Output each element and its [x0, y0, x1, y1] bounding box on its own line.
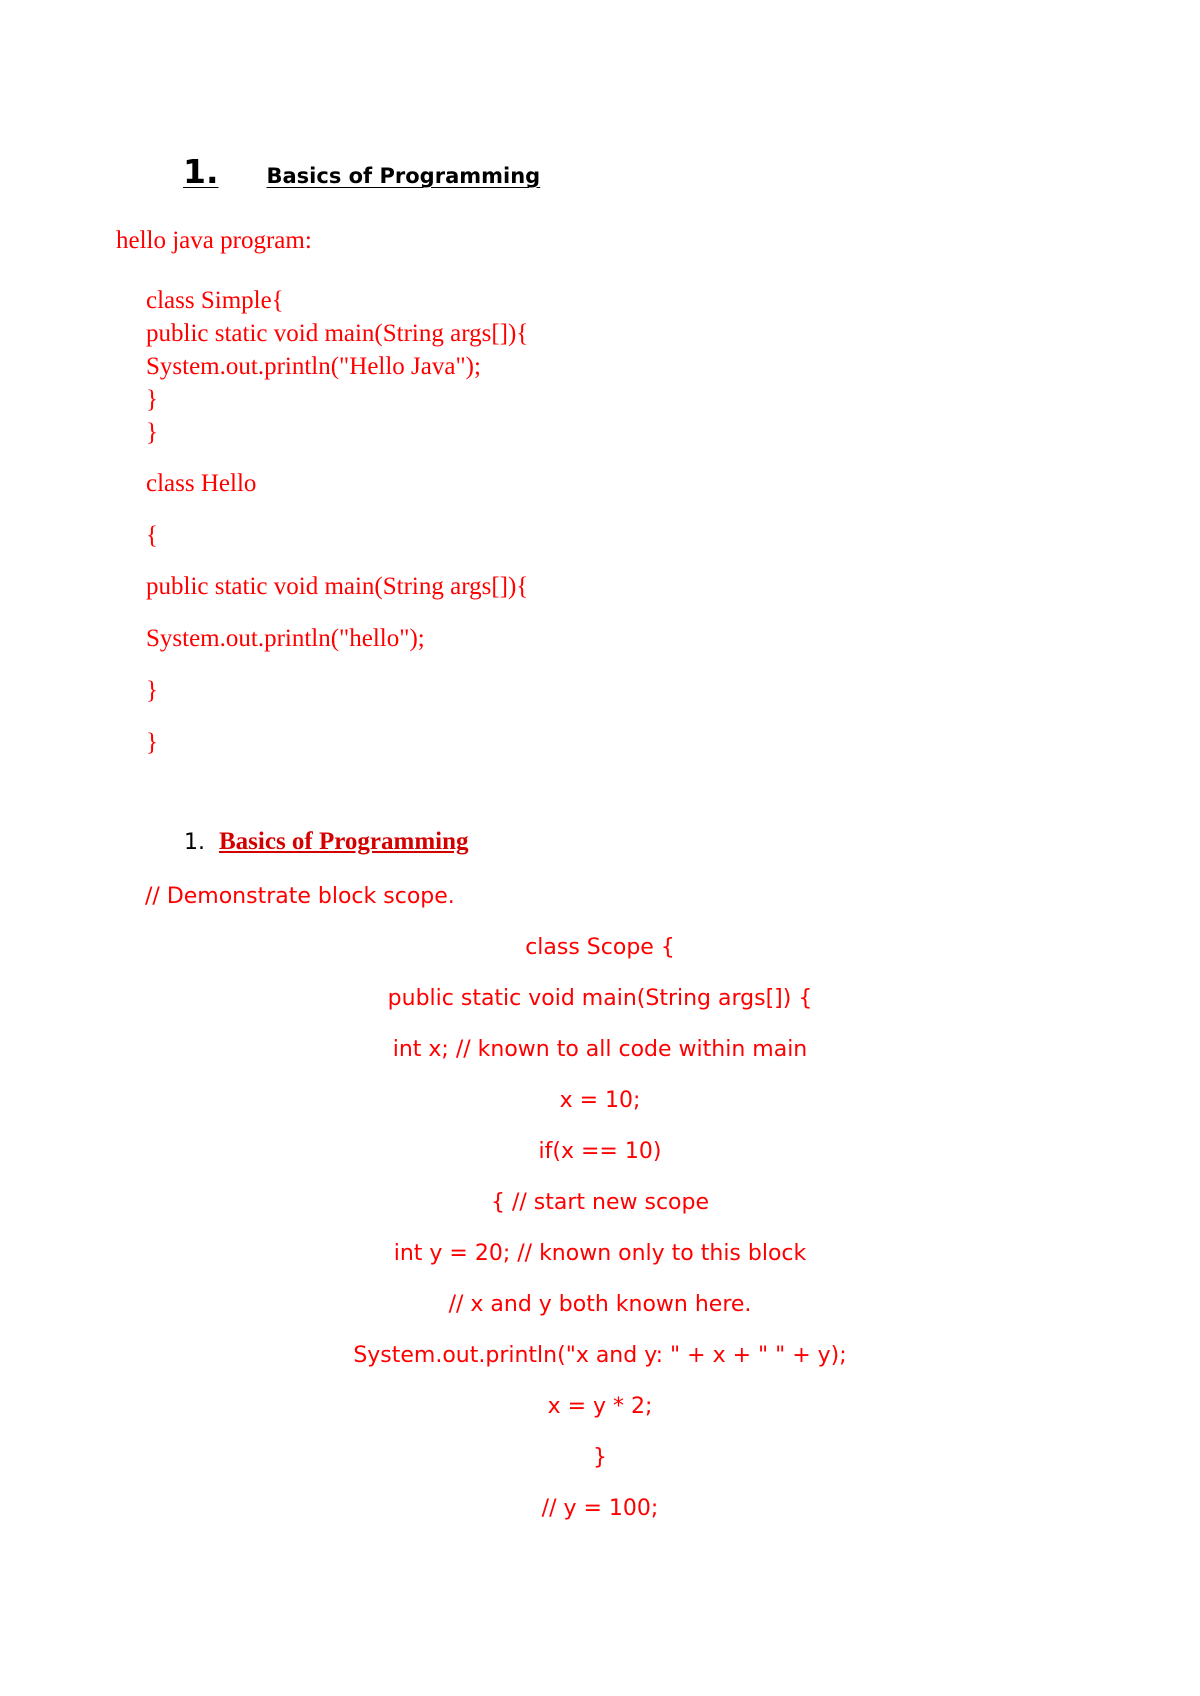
code-line: } [146, 419, 158, 446]
intro-text: hello java program: [116, 227, 312, 254]
code-line: { [146, 522, 158, 549]
code-comment: // Demonstrate block scope. [145, 884, 455, 909]
heading-number: 1. [183, 152, 219, 191]
code-line: System.out.println("Hello Java"); [146, 353, 481, 380]
code-line: class Simple{ [146, 287, 284, 314]
code-line: } [146, 386, 158, 413]
code-line: System.out.println("x and y: " + x + " " + y); [353, 1343, 847, 1368]
section-heading-1 [183, 152, 540, 191]
code-line: } [593, 1445, 607, 1470]
section-heading-2 [184, 828, 469, 856]
code-line: public static void main(String args[]){ [146, 320, 529, 347]
heading-number: 1. [184, 830, 205, 855]
code-line: x = 10; [559, 1088, 641, 1113]
code-line: } [146, 677, 158, 704]
code-line: public static void main(String args[]){ [146, 573, 529, 600]
code-line: if(x == 10) [538, 1139, 662, 1164]
code-line: // y = 100; [541, 1496, 659, 1521]
code-line: { // start new scope [490, 1190, 710, 1215]
code-line: int x; // known to all code within main [392, 1037, 808, 1062]
code-line: // x and y both known here. [448, 1292, 752, 1317]
code-line: x = y * 2; [547, 1394, 653, 1419]
heading-title: Basics of Programming [219, 828, 469, 855]
code-line: System.out.println("hello"); [146, 625, 425, 652]
code-line: class Scope { [525, 935, 675, 960]
code-line: int y = 20; // known only to this block [393, 1241, 807, 1266]
heading-title: Basics of Programming [266, 164, 541, 188]
code-line: } [146, 729, 158, 756]
code-line: public static void main(String args[]) { [387, 986, 813, 1011]
code-line: class Hello [146, 470, 257, 497]
